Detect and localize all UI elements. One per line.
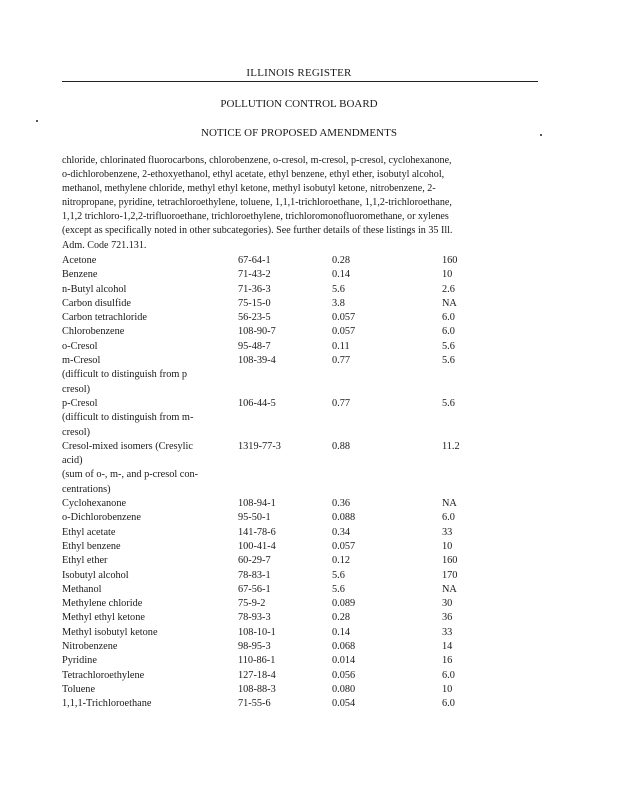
cas-number: 127-18-4 [238,669,276,681]
cas-number: 1319-77-3 [238,440,281,452]
concentration-a: 0.089 [332,598,356,610]
table-row [62,611,542,625]
constituent-name [62,683,232,697]
table-row [62,297,542,311]
table-row [62,683,542,697]
cas-number: 106-44-5 [238,397,276,409]
constituent-name [62,669,232,683]
constituent-name [62,325,232,339]
scan-speck [36,120,38,122]
notice-title: NOTICE OF PROPOSED AMENDMENTS [201,127,397,139]
cas-number: 141-78-6 [238,526,276,538]
table-row [62,569,542,583]
concentration-b: 5.6 [442,340,455,352]
concentration-b: 36 [442,612,453,624]
concentration-a: 0.057 [332,326,356,338]
table-row [62,654,542,668]
concentration-a: 0.057 [332,312,356,324]
concentration-b: 10 [442,269,453,281]
constituent-name [62,597,232,611]
table-row [62,325,542,339]
constituent-name-line: Toluene [62,683,96,695]
constituent-name [62,397,232,440]
concentration-b: NA [442,498,457,510]
cas-number: 100-41-4 [238,540,276,552]
constituent-name-line: n-Butyl alcohol [62,283,127,295]
table-row [62,697,542,711]
table-row [62,354,542,397]
table-row [62,540,542,554]
concentration-a: 5.6 [332,569,345,581]
constituent-name-line: Ethyl ether [62,555,108,567]
constituent-name-line: cresol) [62,426,91,438]
cas-number: 95-50-1 [238,512,271,524]
header-rule [62,81,538,82]
concentration-a: 0.056 [332,669,356,681]
concentration-b: 5.6 [442,397,455,409]
concentration-b: 16 [442,655,453,667]
cas-number: 75-9-2 [238,598,266,610]
table-row [62,554,542,568]
constituent-name [62,340,232,354]
cas-number: 75-15-0 [238,297,271,309]
concentration-a: 0.36 [332,498,351,510]
concentration-b: 2.6 [442,283,455,295]
concentration-a: 0.28 [332,612,351,624]
concentration-a: 0.080 [332,683,356,695]
concentration-a: 0.88 [332,440,351,452]
concentration-a: 0.054 [332,698,356,710]
constituent-name [62,254,232,268]
table-row [62,340,542,354]
cas-number: 67-64-1 [238,255,271,266]
constituent-name-line: (difficult to distinguish from m- [62,412,194,424]
paragraph-line: chloride, chlorinated fluorocarbons, chlorobenzene, o-cresol, m-cresol, p-cresol, cyclohexanone, [62,155,452,166]
constituent-name [62,554,232,568]
constituent-name [62,440,232,497]
concentration-b: 160 [442,255,458,266]
table-row [62,626,542,640]
table-row [62,254,542,268]
cas-number: 67-56-1 [238,583,271,595]
constituent-name-line: Methyl ethyl ketone [62,612,145,624]
table-row [62,640,542,654]
cas-number: 110-86-1 [238,655,276,667]
concentration-b: 10 [442,540,453,552]
constituent-name [62,640,232,654]
cas-number: 108-90-7 [238,326,276,338]
constituent-name [62,354,232,397]
concentration-a: 5.6 [332,583,345,595]
cas-number: 56-23-5 [238,312,271,324]
constituent-name-line: (difficult to distinguish from p [62,369,188,381]
concentration-a: 5.6 [332,283,345,295]
constituent-name-line: cresol) [62,383,91,395]
cas-number: 71-36-3 [238,283,271,295]
constituent-name-line: acid) [62,455,83,467]
constituent-name-line: Cresol-mixed isomers (Cresylic [62,440,193,452]
cas-number: 108-88-3 [238,683,276,695]
concentration-a: 0.12 [332,555,351,567]
cas-number: 60-29-7 [238,555,271,567]
table-row [62,397,542,440]
constituent-name-line: o-Cresol [62,340,98,352]
constituent-name [62,697,232,711]
constituent-name-line: Benzene [62,269,98,281]
constituent-name [62,626,232,640]
cas-number: 71-55-6 [238,698,271,710]
scan-speck [540,134,542,136]
cas-number: 95-48-7 [238,340,271,352]
constituent-name-line: Isobutyl alcohol [62,569,129,581]
table-row [62,283,542,297]
constituent-name-line: Methyl isobutyl ketone [62,626,158,638]
constituent-name-line: Nitrobenzene [62,641,118,653]
cas-number: 78-83-1 [238,569,271,581]
constituent-name-line: Ethyl acetate [62,526,116,538]
table-row [62,511,542,525]
constituent-name [62,540,232,554]
concentration-b: 14 [442,641,453,653]
table-row [62,597,542,611]
concentration-b: 30 [442,598,453,610]
cas-number: 71-43-2 [238,269,271,281]
concentration-a: 0.014 [332,655,356,667]
cas-number: 108-39-4 [238,355,276,367]
concentration-b: 6.0 [442,698,455,710]
table-row [62,268,542,282]
constituent-name-line: Tetrachloroethylene [62,669,145,681]
paragraph-line: o-dichlorobenzene, 2-ethoxyethanol, ethyl acetate, ethyl benzene, ethyl ether, isobutyl alcohol, [62,169,445,181]
constituent-name [62,497,232,511]
constituent-name-line: Pyridine [62,655,97,667]
constituent-name-line: o-Dichlorobenzene [62,512,141,524]
constituent-name-line: Chlorobenzene [62,326,125,338]
table-row [62,669,542,683]
table-row [62,583,542,597]
constituent-name-line: Acetone [62,255,97,266]
concentration-a: 0.14 [332,269,351,281]
concentration-b: 33 [442,626,453,638]
concentration-b: 10 [442,683,453,695]
constituent-name [62,311,232,325]
concentration-b: 6.0 [442,312,455,324]
cas-number: 78-93-3 [238,612,271,624]
concentration-a: 0.77 [332,355,351,367]
concentration-b: NA [442,297,457,309]
constituent-name-line: centrations) [62,483,111,495]
table-row [62,311,542,325]
constituent-table [62,254,542,712]
cas-number: 108-10-1 [238,626,276,638]
constituent-name [62,511,232,525]
concentration-b: 6.0 [442,512,455,524]
paragraph-line: (except as specifically noted in other subcategories). See further details of these listings in 35 Ill. [62,225,453,237]
register-title: ILLINOIS REGISTER [246,67,352,79]
body-paragraph [62,154,550,253]
paragraph-line: Adm. Code 721.131. [62,239,147,251]
concentration-b: 6.0 [442,326,455,338]
concentration-b: 11.2 [442,440,460,452]
constituent-name-line: Carbon tetrachloride [62,312,147,324]
constituent-name [62,654,232,668]
concentration-a: 0.34 [332,526,351,538]
concentration-b: 33 [442,526,453,538]
concentration-a: 0.77 [332,397,351,409]
constituent-name-line: m-Cresol [62,355,101,367]
constituent-name-line: Methylene chloride [62,598,143,610]
concentration-a: 0.057 [332,540,356,552]
constituent-name [62,297,232,311]
paragraph-line: 1,1,2 trichloro-1,2,2-trifluoroethane, trichloroethylene, trichloromonofluoromethane, or xylenes [62,211,449,223]
constituent-name-line: 1,1,1-Trichloroethane [62,698,152,710]
constituent-name [62,611,232,625]
cas-number: 98-95-3 [238,641,271,653]
table-row [62,440,542,497]
concentration-a: 0.14 [332,626,351,638]
concentration-b: 5.6 [442,355,455,367]
constituent-name-line: Carbon disulfide [62,297,131,309]
concentration-b: NA [442,583,457,595]
concentration-a: 0.28 [332,255,351,266]
table-row [62,497,542,511]
constituent-name-line: Methanol [62,583,102,595]
board-title: POLLUTION CONTROL BOARD [220,98,378,110]
constituent-name-line: p-Cresol [62,397,98,409]
constituent-name [62,569,232,583]
concentration-a: 0.11 [332,340,350,352]
constituent-name-line: Cyclohexanone [62,498,127,510]
constituent-name-line: (sum of o-, m-, and p-cresol con- [62,469,199,481]
paragraph-line: nitropropane, pyridine, tetrachloroethylene, toluene, 1,1,1-trichloroethane, 1,1,2-trichloroethane, [62,197,452,209]
concentration-a: 0.068 [332,641,356,653]
constituent-name [62,283,232,297]
concentration-a: 0.088 [332,512,356,524]
constituent-name [62,583,232,597]
concentration-b: 160 [442,555,458,567]
constituent-name-line: Ethyl benzene [62,540,121,552]
constituent-name [62,268,232,282]
paragraph-line: methanol, methylene chloride, methyl ethyl ketone, methyl isobutyl ketone, nitrobenzene, 2- [62,183,436,195]
concentration-b: 170 [442,569,458,581]
table-row [62,526,542,540]
cas-number: 108-94-1 [238,498,276,510]
concentration-b: 6.0 [442,669,455,681]
constituent-name [62,526,232,540]
concentration-a: 3.8 [332,297,345,309]
